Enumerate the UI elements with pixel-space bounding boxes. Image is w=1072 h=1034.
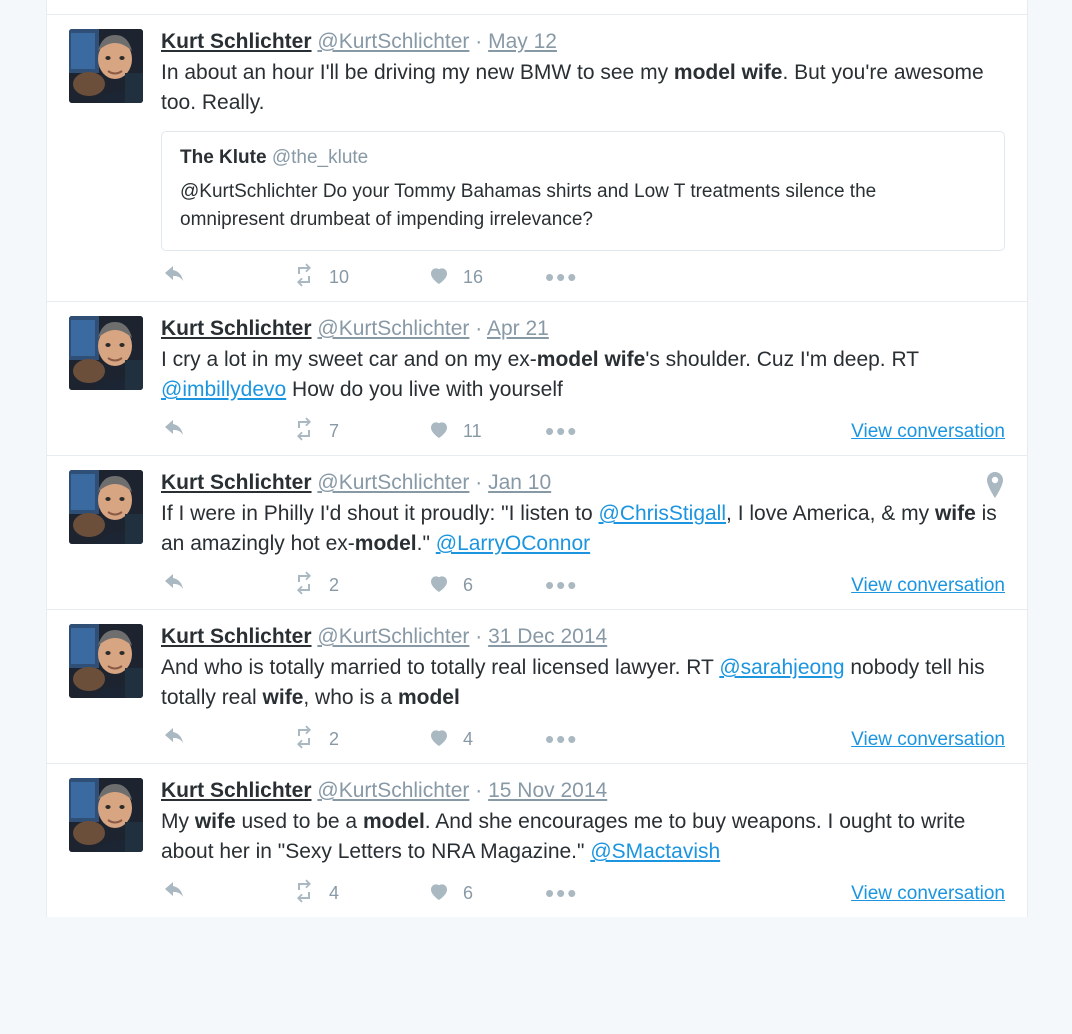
- text-run: I cry a lot in my sweet car and on my ex-: [161, 348, 537, 371]
- tweet-text: [161, 345, 1005, 405]
- tweet-item[interactable]: [47, 610, 1027, 764]
- like-icon: [425, 879, 453, 908]
- tweet-header: [161, 778, 1005, 804]
- reply-button[interactable]: [161, 879, 289, 908]
- author-name[interactable]: Kurt Schlichter: [161, 625, 312, 648]
- mention-link[interactable]: @SMactavish: [590, 840, 721, 863]
- like-count: 6: [463, 882, 474, 903]
- tweet-body: [161, 778, 1005, 907]
- avatar[interactable]: [69, 29, 143, 103]
- avatar[interactable]: [69, 316, 143, 390]
- header-separator: ·: [475, 471, 483, 494]
- author-name[interactable]: Kurt Schlichter: [161, 30, 312, 53]
- tweet-stream: [46, 0, 1028, 917]
- retweet-button[interactable]: [289, 725, 425, 754]
- reply-button[interactable]: [161, 263, 289, 292]
- retweet-icon: [289, 263, 319, 292]
- like-count: 16: [463, 266, 484, 287]
- like-icon: [425, 263, 453, 292]
- tweet-body: [161, 316, 1005, 445]
- tweet-row: [69, 29, 1005, 291]
- retweet-icon: [289, 417, 319, 446]
- tweet-timestamp[interactable]: Jan 10: [488, 471, 552, 494]
- more-button[interactable]: [545, 724, 605, 754]
- view-conversation-link[interactable]: View conversation: [851, 575, 1005, 596]
- tweet-timestamp[interactable]: 31 Dec 2014: [488, 625, 608, 648]
- tweet-text: [161, 58, 1005, 118]
- text-run: My: [161, 810, 195, 833]
- more-icon: •••: [545, 570, 579, 600]
- text-run: .": [416, 532, 436, 555]
- retweet-button[interactable]: [289, 263, 425, 292]
- retweet-button[interactable]: [289, 879, 425, 908]
- reply-icon: [161, 417, 189, 446]
- text-run: , who is a: [303, 686, 398, 709]
- mention-link[interactable]: @LarryOConnor: [435, 532, 591, 555]
- header-separator: ·: [475, 779, 483, 802]
- tweet-header: [161, 316, 1005, 342]
- like-button[interactable]: [425, 263, 545, 292]
- header-separator: ·: [475, 625, 483, 648]
- reply-button[interactable]: [161, 725, 289, 754]
- view-conversation-link[interactable]: View conversation: [851, 729, 1005, 750]
- tweet-header: [161, 29, 1005, 55]
- reply-icon: [161, 879, 189, 908]
- retweet-icon: [289, 571, 319, 600]
- tweet-row: [69, 470, 1005, 599]
- author-handle[interactable]: @KurtSchlichter: [317, 471, 470, 494]
- tweet-actions: [161, 417, 1005, 445]
- retweet-icon: [289, 879, 319, 908]
- like-button[interactable]: [425, 725, 545, 754]
- text-emphasis: wife: [262, 686, 304, 709]
- tweet-body: [161, 29, 1005, 291]
- text-run: , I love America, & my: [726, 502, 935, 525]
- retweet-icon: [289, 725, 319, 754]
- like-icon: [425, 417, 453, 446]
- more-button[interactable]: [545, 570, 605, 600]
- stream-top-divider: [47, 0, 1027, 15]
- tweet-timestamp[interactable]: 15 Nov 2014: [488, 779, 608, 802]
- text-emphasis: model: [397, 686, 460, 709]
- author-handle[interactable]: @KurtSchlichter: [317, 30, 470, 53]
- view-conversation-link[interactable]: View conversation: [851, 883, 1005, 904]
- like-count: 4: [463, 728, 474, 749]
- mention-link[interactable]: @sarahjeong: [719, 656, 845, 679]
- tweet-text: [161, 499, 1005, 559]
- more-button[interactable]: [545, 878, 605, 908]
- more-icon: •••: [545, 878, 579, 908]
- retweet-count: 2: [329, 728, 340, 749]
- like-button[interactable]: [425, 879, 545, 908]
- retweet-button[interactable]: [289, 417, 425, 446]
- mention-link[interactable]: @imbillydevo: [161, 378, 287, 401]
- tweet-row: [69, 778, 1005, 907]
- text-run: is an amazingly hot ex-: [161, 502, 997, 555]
- like-button[interactable]: [425, 417, 545, 446]
- tweet-body: [161, 470, 1005, 599]
- tweet-item[interactable]: [47, 302, 1027, 456]
- more-icon: •••: [545, 724, 579, 754]
- mention-link[interactable]: @ChrisStigall: [598, 502, 727, 525]
- tweet-timestamp[interactable]: May 12: [488, 30, 557, 53]
- text-run: used to be a: [235, 810, 363, 833]
- author-name[interactable]: Kurt Schlichter: [161, 317, 312, 340]
- header-separator: ·: [475, 317, 483, 340]
- like-icon: [425, 571, 453, 600]
- tweet-header: [161, 624, 1005, 650]
- text-run: And who is totally married to totally real licensed lawyer. RT: [161, 656, 720, 679]
- quoted-header: [180, 146, 986, 170]
- view-conversation-link[interactable]: View conversation: [851, 421, 1005, 442]
- author-handle[interactable]: @KurtSchlichter: [317, 317, 470, 340]
- quoted-author-name: The Klute: [180, 147, 267, 168]
- reply-button[interactable]: [161, 571, 289, 600]
- text-run: . And she encourages me to buy weapons. I ought to write about her in "Sexy Letters to NRA Magazine.": [161, 810, 966, 863]
- reply-button[interactable]: [161, 417, 289, 446]
- retweet-count: 2: [329, 574, 340, 595]
- retweet-count: 7: [329, 420, 340, 441]
- author-name[interactable]: Kurt Schlichter: [161, 779, 312, 802]
- tweet-item[interactable]: [47, 456, 1027, 610]
- text-emphasis: wife: [194, 810, 236, 833]
- retweet-button[interactable]: [289, 571, 425, 600]
- text-run: In about an hour I'll be driving my new BMW to see my: [161, 61, 674, 84]
- more-icon: •••: [545, 262, 579, 292]
- author-handle[interactable]: @KurtSchlichter: [317, 625, 470, 648]
- more-icon: •••: [545, 416, 579, 446]
- text-run: How do you live with yourself: [286, 378, 563, 401]
- avatar[interactable]: [69, 470, 143, 544]
- tweet-header: [161, 470, 1005, 496]
- author-handle[interactable]: @KurtSchlichter: [317, 779, 470, 802]
- like-count: 11: [463, 420, 482, 441]
- more-button[interactable]: [545, 262, 605, 292]
- text-emphasis: model: [354, 532, 417, 555]
- tweet-row: [69, 316, 1005, 445]
- tweet-actions: [161, 263, 1005, 291]
- geo-pin-icon: [985, 472, 1005, 503]
- tweet-body: [161, 624, 1005, 753]
- reply-icon: [161, 263, 189, 292]
- retweet-count: 4: [329, 882, 340, 903]
- avatar[interactable]: [69, 778, 143, 852]
- quoted-author-handle: @the_klute: [271, 147, 369, 168]
- tweet-item[interactable]: [47, 15, 1027, 302]
- text-emphasis: wife: [934, 502, 976, 525]
- tweet-text: [161, 653, 1005, 713]
- avatar[interactable]: [69, 624, 143, 698]
- quoted-tweet[interactable]: [161, 131, 1005, 251]
- text-emphasis: model wife: [673, 61, 783, 84]
- reply-icon: [161, 725, 189, 754]
- tweet-actions: [161, 879, 1005, 907]
- retweet-count: 10: [329, 266, 350, 287]
- author-name[interactable]: Kurt Schlichter: [161, 471, 312, 494]
- text-run: nobody tell his totally real: [161, 656, 985, 709]
- like-count: 6: [463, 574, 474, 595]
- quoted-text: @KurtSchlichter Do your Tommy Bahamas shirts and Low T treatments silence the omnipresent drumbeat of impending irrelevance?: [180, 181, 877, 230]
- tweet-actions: [161, 571, 1005, 599]
- text-run: . But you're awesome too. Really.: [161, 61, 984, 114]
- text-run: If I were in Philly I'd shout it proudly: "I listen to: [161, 502, 599, 525]
- tweet-timestamp[interactable]: Apr 21: [486, 317, 549, 340]
- text-run: 's shoulder. Cuz I'm deep. RT: [645, 348, 919, 371]
- text-emphasis: model: [362, 810, 425, 833]
- tweet-item[interactable]: [47, 764, 1027, 917]
- header-separator: ·: [475, 30, 483, 53]
- more-button[interactable]: [545, 416, 605, 446]
- tweet-list: [47, 15, 1027, 917]
- like-icon: [425, 725, 453, 754]
- tweet-row: [69, 624, 1005, 753]
- like-button[interactable]: [425, 571, 545, 600]
- reply-icon: [161, 571, 189, 600]
- tweet-text: [161, 807, 1005, 867]
- text-emphasis: model wife: [536, 348, 646, 371]
- tweet-actions: [161, 725, 1005, 753]
